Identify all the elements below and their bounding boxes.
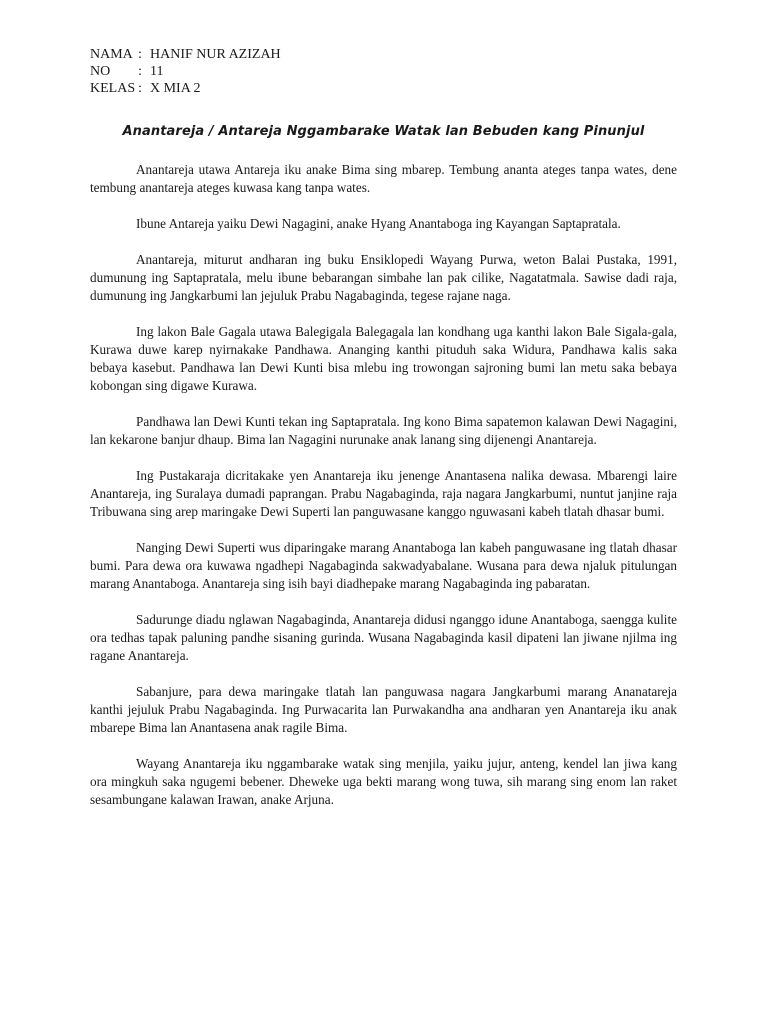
number-value: 11	[150, 64, 164, 79]
paragraph: Ing lakon Bale Gagala utawa Balegigala Balegagala lan kondhang uga kanthi lakon Bale Sigala-gala, Kurawa duwe karep nyirnakake Pandhawa. Ananging kanthi pituduh saka Widura, Pandhawa kalis saka bebaya kasebut. Pandhawa lan Dewi Kunti bisa mlebu ing trowongan sajroning bumi lan metu saka bebaya kobongan sing digawe Kurawa.	[90, 324, 677, 393]
paragraph: Wayang Anantareja iku nggambarake watak sing menjila, yaiku jujur, anteng, kendel lan jiwa kang ora mingkuh saka ngugemi bebener. Dheweke uga bekti marang wong tuwa, sih marang sing enom lan raket sesambungane kalawan Irawan, anake Arjuna.	[90, 756, 677, 807]
class-row	[90, 80, 281, 97]
class-label: KELAS	[90, 81, 136, 96]
name-value: HANIF NUR AZIZAH	[150, 47, 281, 62]
name-separator: :	[138, 47, 142, 62]
paragraph: Sadurunge diadu nglawan Nagabaginda, Anantareja didusi nganggo idune Anantaboga, saengga kulite ora tedhas tapak paluning pandhe sisaning gurinda. Wusana Nagabaginda kasil dipateni lan jiwane njilma ing ragane Anantareja.	[90, 612, 677, 663]
number-label: NO	[90, 64, 111, 79]
class-value: X MIA 2	[150, 81, 201, 96]
paragraph: Nanging Dewi Superti wus diparingake marang Anantaboga lan kabeh panguwasane ing tlatah dhasar bumi. Para dewa ora kuwawa ngadhepi Nagabaginda sakwadyabalane. Wusana para dewa njaluk pitulungan marang Anantaboga. Anantareja sing isih bayi diadhepake marang Nagabaginda ing pabaratan.	[90, 540, 677, 591]
paragraph: Pandhawa lan Dewi Kunti tekan ing Saptapratala. Ing kono Bima sapatemon kalawan Dewi Nagagini, lan kekarone banjur dhaup. Bima lan Nagagini nurunake anak lanang sing dijenengi Anantareja.	[90, 414, 677, 447]
name-label: NAMA	[90, 47, 133, 62]
name-row	[90, 46, 281, 63]
class-separator: :	[138, 81, 142, 96]
paragraph: Ibune Antareja yaiku Dewi Nagagini, anake Hyang Anantaboga ing Kayangan Saptapratala.	[136, 216, 621, 231]
student-info-header	[90, 46, 281, 97]
number-row	[90, 63, 281, 80]
paragraph: Anantareja, miturut andharan ing buku Ensiklopedi Wayang Purwa, weton Balai Pustaka, 1991, dumunung ing Saptapratala, melu ibune bebarangan simbahe lan pak cilike, Nagatatmala. Sawise dadi raja, dumunung ing Jangkarbumi lan jejuluk Prabu Nagabaginda, tegese rajane naga.	[90, 252, 677, 303]
number-separator: :	[138, 64, 142, 79]
document-body	[90, 161, 677, 827]
document-title: Anantareja / Antareja Nggambarake Watak lan Bebuden kang Pinunjul	[122, 124, 645, 139]
paragraph: Sabanjure, para dewa maringake tlatah lan panguwasa nagara Jangkarbumi marang Ananatareja kanthi jejuluk Prabu Nagabaginda. Ing Purwacarita lan Purwakandha ana andharan yen Anantareja iku anak mbarepe Bima lan Anantasena anak ragile Bima.	[90, 684, 677, 735]
paragraph: Ing Pustakaraja dicritakake yen Anantareja iku jenenge Anantasena nalika dewasa. Mbarengi laire Anantareja, ing Suralaya dumadi paprangan. Prabu Nagabaginda, raja nagara Jangkarbumi, nuntut janjine raja Tribuwana sing arep maringake Dewi Superti lan panguwasane kanggo nguwasani kabeh tlatah dhasar bumi.	[90, 468, 677, 519]
paragraph: Anantareja utawa Antareja iku anake Bima sing mbarep. Tembung ananta ateges tanpa wates, dene tembung anantareja ateges kuwasa kang tanpa wates.	[90, 162, 677, 195]
